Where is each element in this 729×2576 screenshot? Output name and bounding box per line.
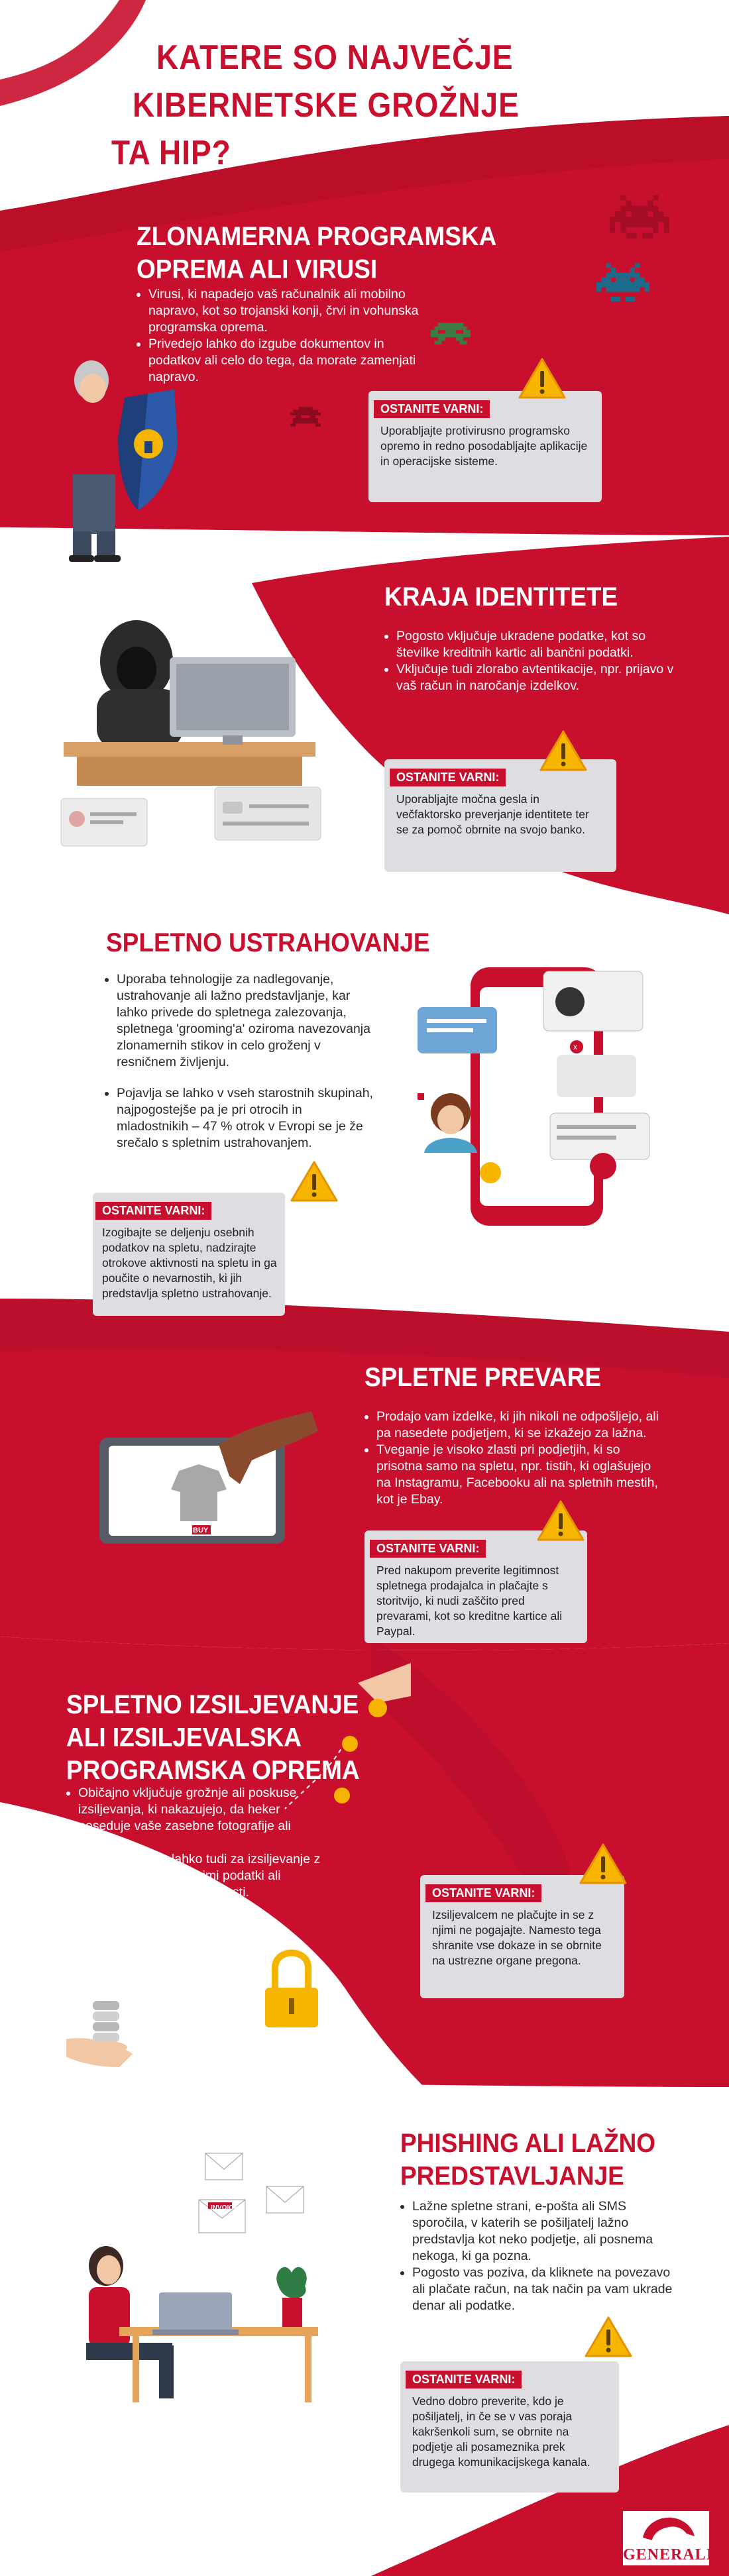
section-3-warning-box bbox=[93, 1193, 285, 1316]
warning-triangle-icon bbox=[517, 356, 567, 400]
section-2-warning-title: OSTANITE VARNI: bbox=[390, 769, 506, 786]
section-4-bullet-1: • Prodajo vam izdelke, ki jih nikoli ne odpošljejo, ali pa nasedete podjetjem, ki se izkažejo za lažna. bbox=[376, 1409, 663, 1442]
hacker-at-desk-illustration bbox=[37, 610, 355, 848]
man-with-shield-illustration bbox=[52, 351, 197, 570]
section-4-warning-title: OSTANITE VARNI: bbox=[370, 1540, 486, 1558]
section-4-warning-box bbox=[364, 1530, 587, 1643]
space-invader-teal-icon bbox=[596, 261, 649, 303]
section-4-warning-text: Pred nakupom preverite legitimnost spletnega prodajalca in plačajte s storitvijo, ki nudi zaščito pred prevarami, kot so kreditne kartice ali Paypal. bbox=[376, 1564, 563, 1638]
section-5-heading-line-2: ALI IZSILJEVALSKA bbox=[66, 1722, 302, 1752]
section-4-heading bbox=[364, 1361, 601, 1394]
invoice-label: INVOICE bbox=[211, 2204, 239, 2212]
section-6-heading-line-1: PHISHING ALI LAŽNO bbox=[400, 2128, 656, 2158]
space-invader-small-icon bbox=[290, 407, 321, 429]
logo-text: GENERALI bbox=[623, 2546, 714, 2563]
warning-triangle-icon bbox=[578, 1842, 628, 1886]
section-5-warning-text: Izsiljevalcem ne plačujte in se z njimi ne pogajajte. Namesto tega shranite vse dokaze in se obrnite na ustrezne organe pregona. bbox=[432, 1908, 602, 1967]
section-6-heading bbox=[400, 2127, 655, 2192]
buy-label: BUY bbox=[193, 1527, 209, 1534]
warning-triangle-icon bbox=[289, 1159, 339, 1203]
section-5-bullet-2: • Pri podjetjih gre lahko tudi za izsiljevanje z ukradenimi pomembnimi podatki ali blokiranje digitalnih aktivnosti. bbox=[78, 1851, 331, 1901]
section-4-bullet-2: • Tveganje je visoko zlasti pri podjetjih, ki so prisotna samo na spletu, npr. tistih, ki oglašujejo na Instagramu, Facebooku ali na spletnih mestih, kot je Ebay. bbox=[376, 1442, 663, 1508]
section-3-bullets bbox=[105, 971, 376, 1152]
ransomware-coins-illustration bbox=[66, 1656, 411, 2080]
section-6-bullets bbox=[400, 2198, 679, 2314]
title-line-3: TA HIP? bbox=[111, 133, 231, 172]
svg-text:x: x bbox=[573, 1042, 577, 1051]
section-6-warning-text: Vedno dobro preverite, kdo je pošiljatelj, in če se v vas poraja kakršenkoli sum, se obrnite na podjetje ali posameznika prek drugega komunikacijskega kanala. bbox=[412, 2394, 590, 2469]
section-1-heading-line-2: OPREMA ALI VIRUSI bbox=[137, 254, 378, 284]
generali-logo bbox=[623, 2511, 714, 2565]
warning-triangle-icon bbox=[535, 1499, 586, 1542]
section-5-heading-line-1: SPLETNO IZSILJEVANJE bbox=[66, 1690, 359, 1719]
warning-triangle-icon bbox=[583, 2315, 634, 2359]
section-5-warning-title: OSTANITE VARNI: bbox=[425, 1884, 541, 1902]
section-3-heading-line-1: SPLETNO USTRAHOVANJE bbox=[106, 928, 430, 957]
section-3-bullet-2: • Pojavlja se lahko v vseh starostnih skupinah, najpogostejše pa je pri otrocih in mladostnikih – 47 % otrok v Evropi se je že srečalo s spletnim ustrahovanjem. bbox=[117, 1085, 376, 1152]
section-2-warning-text: Uporabljajte močna gesla in večfaktorsko preverjanje identitete ter se za pomoč obrnite na svojo banko. bbox=[396, 792, 589, 836]
section-1-warning-title: OSTANITE VARNI: bbox=[374, 400, 490, 418]
section-1-heading bbox=[137, 220, 496, 286]
section-1-warning-box bbox=[368, 391, 602, 502]
cyberbullying-phone-illustration bbox=[404, 954, 689, 1246]
section-4-bullets bbox=[364, 1409, 663, 1508]
section-6-warning-box bbox=[400, 2361, 619, 2493]
space-invader-green-icon bbox=[431, 321, 471, 353]
section-3-warning-text: Izogibajte se deljenju osebnih podatkov na spletu, nadzirajte otrokove aktivnosti na spletu in ga poučite o nevarnostih, ki jih predstavlja spletno ustrahovanje. bbox=[102, 1226, 277, 1300]
section-1-heading-line-1: ZLONAMERNA PROGRAMSKA bbox=[137, 221, 497, 251]
section-6-warning-title: OSTANITE VARNI: bbox=[406, 2371, 522, 2388]
section-6-bullet-2: • Pogosto vas poziva, da kliknete na povezavo ali plačate račun, na tak način pa vam ukrade denar ali podatke. bbox=[412, 2265, 679, 2314]
section-2-bullet-1: • Pogosto vključuje ukradene podatke, kot so številke kreditnih kartic ali bančni podatki. bbox=[396, 628, 676, 661]
section-6-bullet-1: • Lažne spletne strani, e-pošta ali SMS sporočila, v katerih se pošiljatelj lažno predstavlja kot neko podjetje, ali posnema nekoga, ki ga pozna. bbox=[412, 2198, 679, 2265]
section-2-heading bbox=[384, 580, 618, 614]
section-2-warning-box bbox=[384, 759, 616, 872]
section-3-warning-title: OSTANITE VARNI: bbox=[95, 1202, 211, 1220]
section-4-heading-line-1: SPLETNE PREVARE bbox=[364, 1362, 602, 1392]
warning-triangle-icon bbox=[538, 729, 589, 773]
section-5-heading-line-3: PROGRAMSKA OPREMA bbox=[66, 1755, 360, 1785]
section-1-bullet-1: • Virusi, ki napadejo vaš računalnik ali mobilno napravo, kot so trojanski konji, črvi in vohunska programska oprema. bbox=[148, 286, 435, 336]
section-3-bullet-1: • Uporaba tehnologije za nadlegovanje, ustrahovanje ali lažno predstavljanje, kar lahko privede do spletnega zalezovanja, spletnega 'grooming'a' oziroma navezovanja zlonamernih stikov in celo groženj v resničnem življenju. bbox=[117, 971, 376, 1071]
section-2-bullet-2: • Vključuje tudi zlorabo avtentikacije, npr. prijavo v vaš račun in naročanje izdelkov. bbox=[396, 661, 676, 694]
space-invader-icon bbox=[610, 193, 669, 240]
title-line-2: KIBERNETSKE GROŽNJE bbox=[133, 85, 520, 125]
section-5-warning-box bbox=[420, 1875, 624, 1998]
woman-at-laptop-illustration bbox=[60, 2140, 345, 2405]
lion-icon bbox=[623, 2511, 709, 2543]
section-6-heading-line-2: PREDSTAVLJANJE bbox=[400, 2161, 624, 2191]
section-2-heading-line-1: KRAJA IDENTITETE bbox=[384, 582, 618, 612]
section-5-bullet-1: • Običajno vključuje grožnje ali poskuse izsiljevanja, ki nakazujejo, da heker poseduje vaše zasebne fotografije ali podatke. bbox=[78, 1785, 331, 1851]
section-2-bullets bbox=[384, 628, 676, 694]
section-3-heading bbox=[106, 926, 430, 959]
section-1-warning-text: Uporabljajte protivirusno programsko opremo in redno posodabljajte aplikacije in operacijske sisteme. bbox=[380, 424, 588, 468]
title-line-1: KATERE SO NAJVEČJE bbox=[156, 38, 514, 77]
section-1-bullet-2: • Privedejo lahko do izgube dokumentov in podatkov ali celo do tega, da morate zamenjati napravo. bbox=[148, 336, 435, 386]
